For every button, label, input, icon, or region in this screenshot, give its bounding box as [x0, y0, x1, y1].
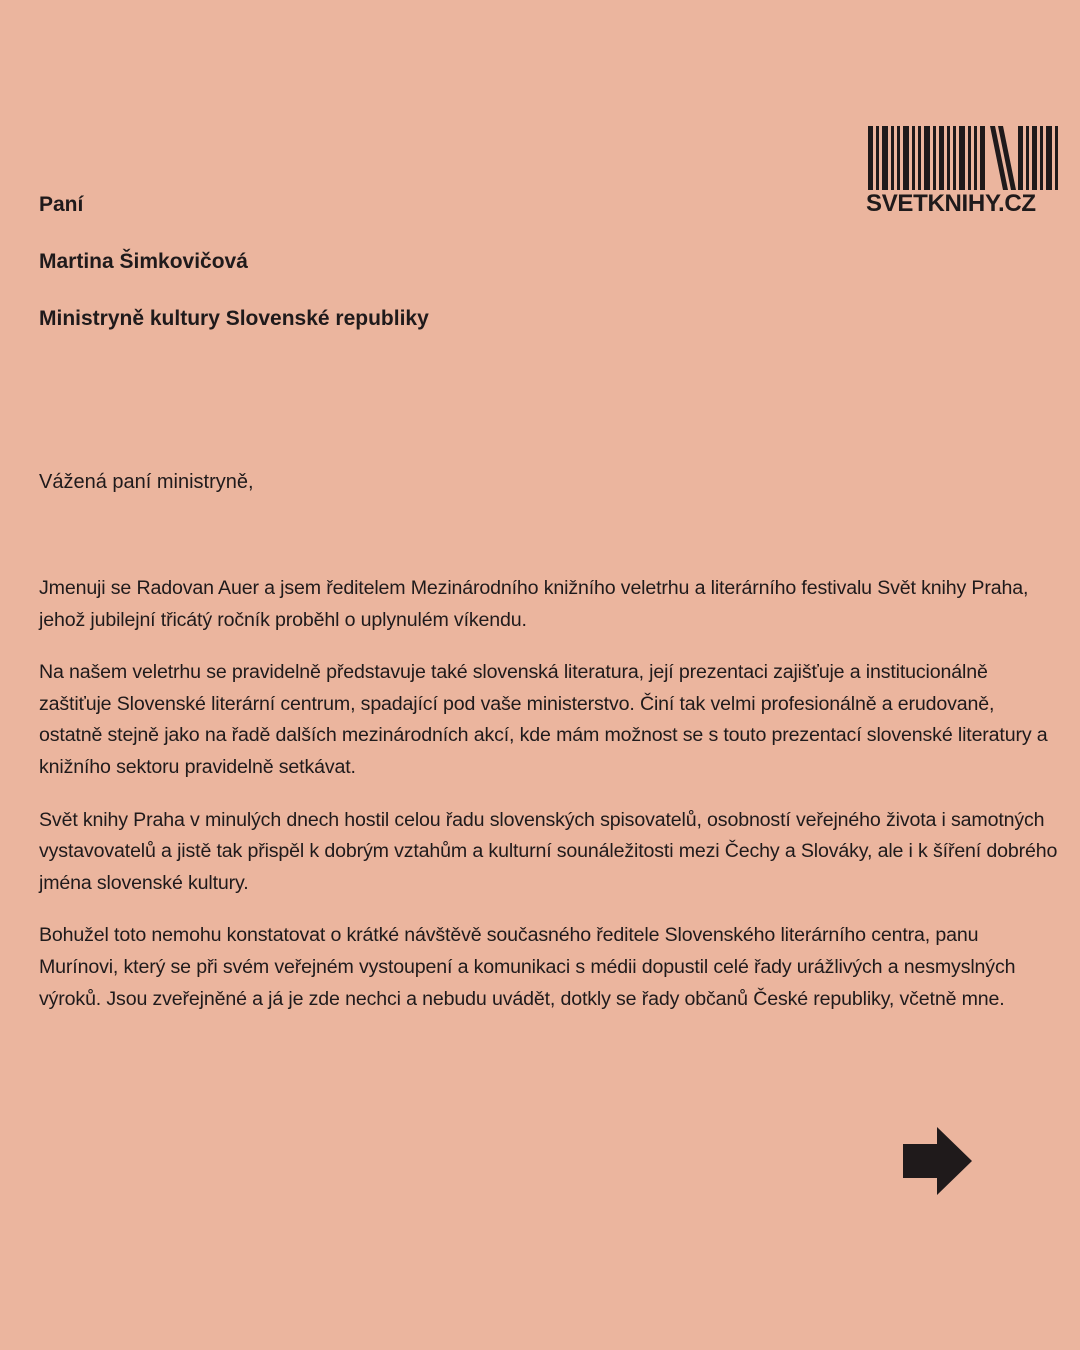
- arrow-right-icon: [902, 1126, 972, 1196]
- paragraph: Na našem veletrhu se pravidelně představuje také slovenská literatura, její prezentaci zajišťuje a institucionálně zaštiťuje Slovenské literární centrum, spadající pod vaše ministerstvo. Činí tak velmi profesionálně a erudovaně, ostatně stejně jako na řadě dalších mezinárodních akcí, kde mám možnost se s touto prezentací slovenské literatury a knižního sektoru pravidelně setkávat.: [39, 661, 1048, 778]
- svetknihy-logo[interactable]: [866, 126, 1058, 218]
- logo-text: SVETKNIHY.CZ: [866, 190, 1036, 217]
- barcode-icon: [866, 126, 1058, 190]
- paragraph: Jmenuji se Radovan Auer a jsem ředitelem Mezinárodního knižního veletrhu a literárního festivalu Svět knihy Praha, jehož jubilejní třicátý ročník proběhl o uplynulém víkendu.: [39, 577, 1029, 631]
- addressee-title: Paní: [39, 193, 84, 216]
- paragraph: Svět knihy Praha v minulých dnech hostil celou řadu slovenských spisovatelů, osobností veřejného života i samotných vystavovatelů a jistě tak přispěl k dobrým vztahům a kulturní sounáležitosti mezi Čechy a Slováky, ale i k šíření dobrého jména slovenské kultury.: [39, 808, 1058, 894]
- addressee-block: [39, 190, 839, 361]
- next-page-button[interactable]: [902, 1126, 972, 1196]
- salutation: Vážená paní ministryně,: [39, 471, 254, 493]
- letter-body: [39, 573, 1061, 1036]
- addressee-name: Martina Šimkovičová: [39, 250, 248, 273]
- addressee-position: Ministryně kultury Slovenské republiky: [39, 307, 429, 330]
- paragraph: Bohužel toto nemohu konstatovat o krátké návštěvě současného ředitele Slovenského literárního centra, panu Murínovi, který se při svém veřejném vystoupení a komunikaci s médii dopustil celé řady urážlivých a nesmyslných výroků. Jsou zveřejněné a já je zde nechci a nebudu uvádět, dotkly se řady občanů České republiky, včetně mne.: [39, 924, 1016, 1010]
